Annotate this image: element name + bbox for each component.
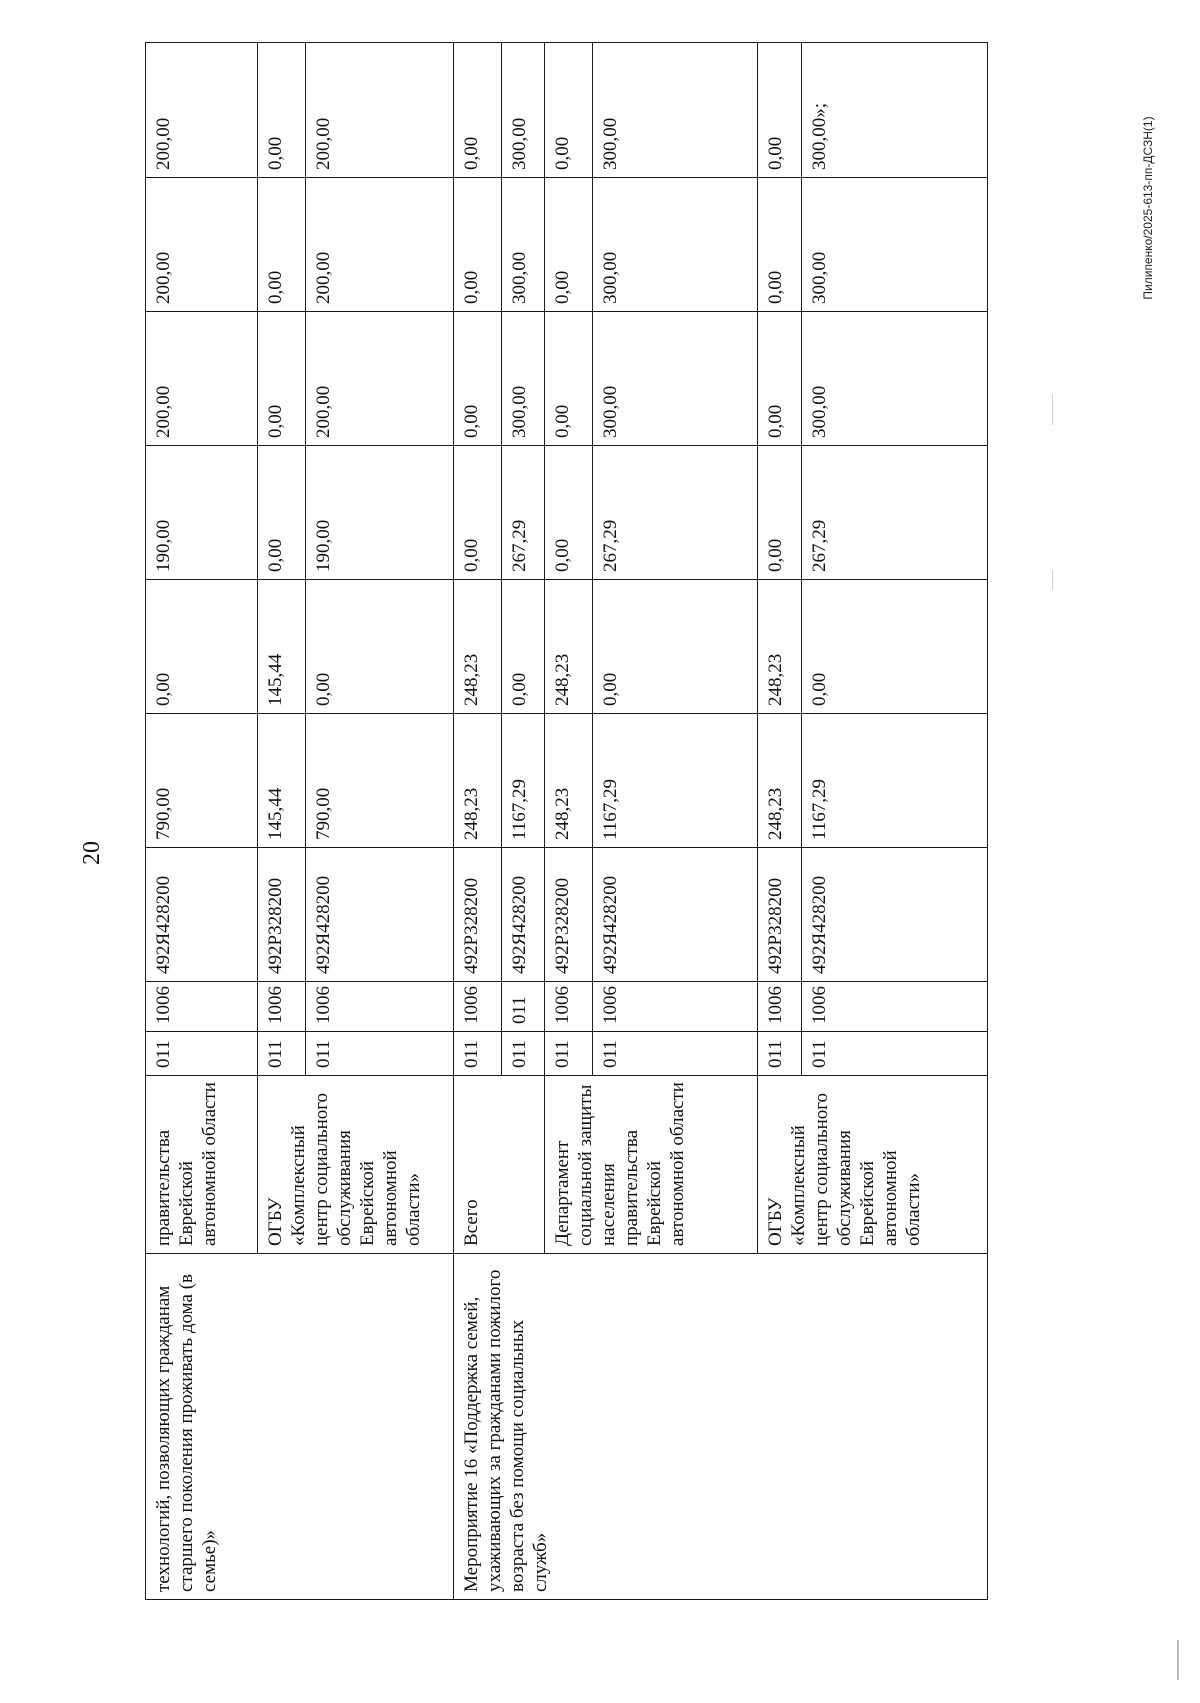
rzpr-cell: 1006 — [258, 982, 306, 1032]
rzpr-cell: 1006 — [593, 982, 758, 1032]
grbs-cell: 011 — [545, 1032, 593, 1076]
table-row — [454, 43, 502, 1600]
scan-mark — [1177, 1640, 1179, 1680]
value-cell: 248,23 — [758, 580, 802, 714]
csr-cell: 492Р328200 — [758, 848, 802, 982]
value-cell: 0,00 — [802, 580, 988, 714]
value-cell: 200,00 — [306, 178, 454, 312]
value-cell: 300,00 — [802, 178, 988, 312]
executor-cell: ОГБУ «Комплексный центр социального обслуживания Еврейской автономной области» — [258, 1076, 454, 1254]
value-cell: 300,00 — [593, 312, 758, 446]
value-cell: 300,00 — [502, 312, 545, 446]
value-cell: 267,29 — [593, 446, 758, 580]
value-cell: 0,00 — [258, 312, 306, 446]
value-cell: 190,00 — [306, 446, 454, 580]
value-cell: 248,23 — [545, 580, 593, 714]
csr-cell: 492Р328200 — [258, 848, 306, 982]
value-cell: 0,00 — [758, 312, 802, 446]
value-cell: 200,00 — [306, 43, 454, 178]
csr-cell: 492Я428200 — [146, 848, 258, 982]
value-cell: 300,00»; — [802, 43, 988, 178]
value-cell: 267,29 — [802, 446, 988, 580]
value-cell: 248,23 — [454, 580, 502, 714]
value-cell: 790,00 — [306, 714, 454, 848]
value-cell: 0,00 — [454, 178, 502, 312]
activity-cell: Мероприятие 16 «Поддержка семей, ухаживающих за гражданами пожилого возраста без помощи социальных служб» — [454, 1254, 988, 1600]
value-cell: 0,00 — [545, 312, 593, 446]
csr-cell: 492Я428200 — [306, 848, 454, 982]
value-cell: 0,00 — [502, 580, 545, 714]
value-cell: 0,00 — [758, 446, 802, 580]
grbs-cell: 011 — [802, 1032, 988, 1076]
value-cell: 0,00 — [545, 43, 593, 178]
grbs-cell: 011 — [258, 1032, 306, 1076]
value-cell: 200,00 — [146, 178, 258, 312]
value-cell: 267,29 — [502, 446, 545, 580]
value-cell: 200,00 — [146, 312, 258, 446]
scan-mark — [1052, 395, 1053, 425]
grbs-cell: 011 — [454, 1032, 502, 1076]
value-cell: 0,00 — [454, 43, 502, 178]
value-cell: 0,00 — [258, 446, 306, 580]
rzpr-cell: 011 — [502, 982, 545, 1032]
page-number: 20 — [79, 841, 105, 865]
value-cell: 200,00 — [146, 43, 258, 178]
value-cell: 0,00 — [545, 446, 593, 580]
csr-cell: 492Я428200 — [802, 848, 988, 982]
scan-mark — [1052, 570, 1053, 590]
rzpr-cell: 1006 — [454, 982, 502, 1032]
executor-cell: Департамент социальной защиты населения правительства Еврейской автономной области — [545, 1076, 758, 1254]
csr-cell: 492Р328200 — [545, 848, 593, 982]
value-cell: 790,00 — [146, 714, 258, 848]
value-cell: 0,00 — [758, 43, 802, 178]
executor-cell: правительства Еврейской автономной области — [146, 1076, 258, 1254]
value-cell: 0,00 — [454, 312, 502, 446]
rzpr-cell: 1006 — [306, 982, 454, 1032]
value-cell: 300,00 — [502, 178, 545, 312]
rzpr-cell: 1006 — [545, 982, 593, 1032]
value-cell: 1167,29 — [802, 714, 988, 848]
value-cell: 0,00 — [306, 580, 454, 714]
value-cell: 0,00 — [454, 446, 502, 580]
value-cell: 0,00 — [258, 43, 306, 178]
rzpr-cell: 1006 — [758, 982, 802, 1032]
value-cell: 300,00 — [593, 178, 758, 312]
activity-cell: технологий, позволяющих гражданам старшего поколения проживать дома (в семье)» — [146, 1254, 454, 1600]
value-cell: 300,00 — [502, 43, 545, 178]
grbs-cell: 011 — [502, 1032, 545, 1076]
table-row — [146, 43, 258, 1600]
value-cell: 248,23 — [454, 714, 502, 848]
grbs-cell: 011 — [758, 1032, 802, 1076]
csr-cell: 492Я428200 — [593, 848, 758, 982]
value-cell: 248,23 — [545, 714, 593, 848]
value-cell: 1167,29 — [502, 714, 545, 848]
csr-cell: 492Я428200 — [502, 848, 545, 982]
value-cell: 145,44 — [258, 714, 306, 848]
grbs-cell: 011 — [306, 1032, 454, 1076]
value-cell: 200,00 — [306, 312, 454, 446]
rzpr-cell: 1006 — [802, 982, 988, 1032]
rotated-table-wrapper — [145, 43, 987, 1600]
grbs-cell: 011 — [593, 1032, 758, 1076]
value-cell: 145,44 — [258, 580, 306, 714]
footer-stamp: Пилипенко/2025-613-пп-ДСЗН(1) — [1141, 116, 1155, 300]
rzpr-cell: 1006 — [146, 982, 258, 1032]
value-cell: 0,00 — [593, 580, 758, 714]
executor-cell: Всего — [454, 1076, 545, 1254]
executor-cell: ОГБУ «Комплексный центр социального обслуживания Еврейской автономной области» — [758, 1076, 988, 1254]
value-cell: 0,00 — [258, 178, 306, 312]
value-cell: 0,00 — [758, 178, 802, 312]
value-cell: 0,00 — [146, 580, 258, 714]
funding-table — [145, 42, 988, 1600]
value-cell: 1167,29 — [593, 714, 758, 848]
csr-cell: 492Р328200 — [454, 848, 502, 982]
value-cell: 0,00 — [545, 178, 593, 312]
value-cell: 300,00 — [593, 43, 758, 178]
grbs-cell: 011 — [146, 1032, 258, 1076]
value-cell: 190,00 — [146, 446, 258, 580]
value-cell: 248,23 — [758, 714, 802, 848]
value-cell: 300,00 — [802, 312, 988, 446]
